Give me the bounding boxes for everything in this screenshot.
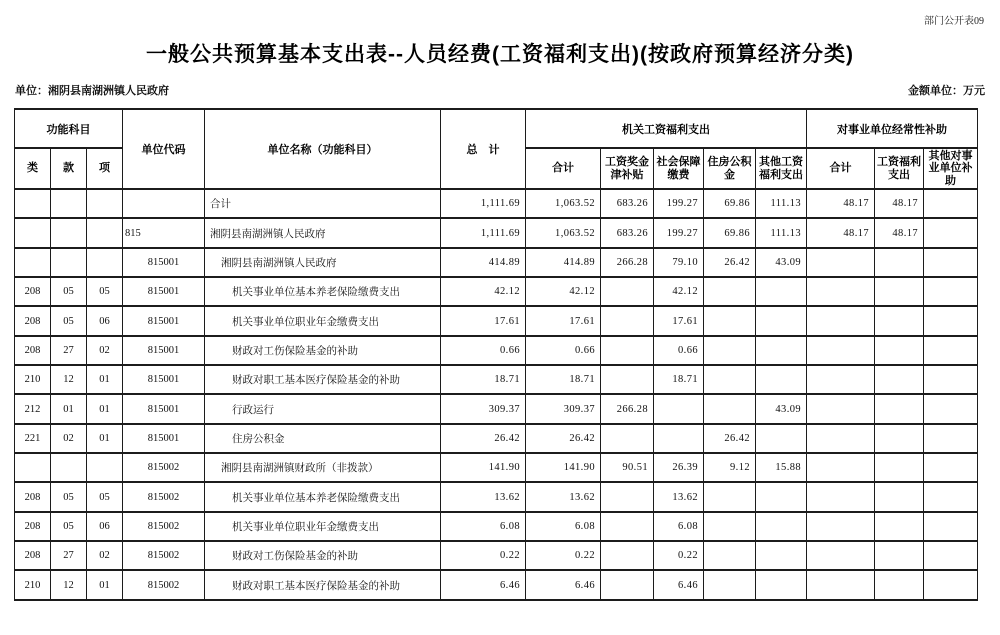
cell-class: 210: [15, 365, 51, 394]
cell-class: 210: [15, 570, 51, 599]
cell-item: 01: [87, 365, 123, 394]
header-section: 款: [51, 148, 87, 189]
header-wage-bonus-allowance: 工资奖金津补贴: [601, 148, 654, 189]
cell-wage-bonus-allowance: 266.28: [601, 394, 654, 423]
header-unit-code: 单位代码: [123, 109, 205, 189]
table-row: [15, 482, 978, 511]
cell-other-wage-welfare: 43.09: [756, 248, 807, 277]
cell-section: [51, 218, 87, 247]
cell-unit-code: 815001: [123, 424, 205, 453]
header-institution-subsidy-group: 对事业单位经常性补助: [807, 109, 978, 148]
cell-unit-name: 行政运行: [205, 394, 441, 423]
cell-item: 02: [87, 541, 123, 570]
cell-unit-code: 815001: [123, 248, 205, 277]
cell-wage-bonus-allowance: [601, 424, 654, 453]
header-functional-subject: 功能科目: [15, 109, 123, 148]
cell-org-subtotal: 1,063.52: [526, 189, 601, 218]
cell-grand-total: 17.61: [441, 306, 526, 335]
cell-inst-subtotal: [807, 248, 875, 277]
cell-section: 02: [51, 424, 87, 453]
cell-org-subtotal: 141.90: [526, 453, 601, 482]
sheet-number-label: 部门公开表09: [924, 16, 984, 27]
cell-unit-code: 815002: [123, 482, 205, 511]
cell-inst-subtotal: [807, 453, 875, 482]
cell-class: 208: [15, 306, 51, 335]
cell-item: [87, 453, 123, 482]
cell-inst-subtotal: [807, 365, 875, 394]
table-row: [15, 306, 978, 335]
cell-housing-fund: [704, 541, 756, 570]
cell-other-wage-welfare: [756, 512, 807, 541]
cell-item: 01: [87, 570, 123, 599]
cell-org-subtotal: 6.08: [526, 512, 601, 541]
cell-social-security: 6.46: [654, 570, 704, 599]
cell-wage-bonus-allowance: [601, 482, 654, 511]
cell-class: 208: [15, 277, 51, 306]
cell-unit-name: 机关事业单位职业年金缴费支出: [205, 306, 441, 335]
cell-inst-other-subsidy: [924, 512, 978, 541]
cell-item: 05: [87, 277, 123, 306]
cell-org-subtotal: 13.62: [526, 482, 601, 511]
cell-item: 01: [87, 394, 123, 423]
cell-class: [15, 189, 51, 218]
cell-other-wage-welfare: 111.13: [756, 218, 807, 247]
cell-unit-code: 815: [123, 218, 205, 247]
cell-org-subtotal: 18.71: [526, 365, 601, 394]
cell-unit-code: 815001: [123, 277, 205, 306]
cell-housing-fund: [704, 482, 756, 511]
unit-label: 单位：湘阴县南湖洲镇人民政府: [15, 85, 169, 97]
cell-other-wage-welfare: [756, 482, 807, 511]
cell-inst-other-subsidy: [924, 365, 978, 394]
cell-grand-total: 26.42: [441, 424, 526, 453]
cell-grand-total: 18.71: [441, 365, 526, 394]
cell-social-security: 18.71: [654, 365, 704, 394]
cell-social-security: 42.12: [654, 277, 704, 306]
cell-section: 27: [51, 541, 87, 570]
cell-social-security: [654, 424, 704, 453]
cell-inst-other-subsidy: [924, 394, 978, 423]
cell-org-subtotal: 1,063.52: [526, 218, 601, 247]
cell-item: [87, 248, 123, 277]
table-row: [15, 570, 978, 599]
cell-inst-subtotal: [807, 277, 875, 306]
cell-inst-subtotal: [807, 306, 875, 335]
header-row-groups: [15, 109, 978, 148]
cell-wage-bonus-allowance: 90.51: [601, 453, 654, 482]
cell-inst-other-subsidy: [924, 248, 978, 277]
cell-inst-wage-welfare: [875, 453, 924, 482]
cell-unit-name: 合计: [205, 189, 441, 218]
table-row: [15, 394, 978, 423]
header-inst-subtotal: 合计: [807, 148, 875, 189]
cell-class: 221: [15, 424, 51, 453]
cell-inst-other-subsidy: [924, 218, 978, 247]
cell-housing-fund: [704, 365, 756, 394]
cell-unit-name: 机关事业单位基本养老保险缴费支出: [205, 482, 441, 511]
cell-other-wage-welfare: [756, 424, 807, 453]
cell-section: 05: [51, 482, 87, 511]
cell-section: 12: [51, 365, 87, 394]
table-row: [15, 424, 978, 453]
cell-inst-wage-welfare: [875, 306, 924, 335]
cell-social-security: 0.66: [654, 336, 704, 365]
cell-inst-wage-welfare: [875, 277, 924, 306]
cell-unit-code: 815001: [123, 336, 205, 365]
cell-inst-wage-welfare: 48.17: [875, 189, 924, 218]
table-row: [15, 248, 978, 277]
cell-section: [51, 248, 87, 277]
cell-org-subtotal: 309.37: [526, 394, 601, 423]
cell-wage-bonus-allowance: [601, 541, 654, 570]
cell-org-subtotal: 0.22: [526, 541, 601, 570]
header-other-wage-welfare: 其他工资福利支出: [756, 148, 807, 189]
cell-inst-other-subsidy: [924, 570, 978, 599]
cell-grand-total: 42.12: [441, 277, 526, 306]
table-header: [15, 109, 978, 189]
cell-inst-subtotal: 48.17: [807, 218, 875, 247]
cell-unit-code: 815001: [123, 306, 205, 335]
table-body: [15, 189, 978, 600]
cell-unit-name: 财政对职工基本医疗保险基金的补助: [205, 365, 441, 394]
cell-item: 05: [87, 482, 123, 511]
cell-class: 208: [15, 336, 51, 365]
cell-other-wage-welfare: [756, 541, 807, 570]
cell-social-security: 0.22: [654, 541, 704, 570]
cell-other-wage-welfare: 15.88: [756, 453, 807, 482]
cell-social-security: [654, 394, 704, 423]
cell-inst-subtotal: [807, 394, 875, 423]
cell-housing-fund: 69.86: [704, 189, 756, 218]
cell-grand-total: 414.89: [441, 248, 526, 277]
cell-inst-wage-welfare: [875, 336, 924, 365]
cell-unit-name: 财政对职工基本医疗保险基金的补助: [205, 570, 441, 599]
cell-inst-other-subsidy: [924, 424, 978, 453]
cell-unit-name: 湘阴县南湖洲镇人民政府: [205, 248, 441, 277]
table-row: [15, 512, 978, 541]
cell-org-subtotal: 414.89: [526, 248, 601, 277]
cell-inst-wage-welfare: [875, 365, 924, 394]
cell-housing-fund: 69.86: [704, 218, 756, 247]
cell-inst-other-subsidy: [924, 277, 978, 306]
cell-other-wage-welfare: [756, 277, 807, 306]
cell-grand-total: 141.90: [441, 453, 526, 482]
cell-section: [51, 453, 87, 482]
cell-inst-subtotal: [807, 541, 875, 570]
cell-wage-bonus-allowance: [601, 336, 654, 365]
cell-inst-subtotal: [807, 424, 875, 453]
cell-inst-wage-welfare: [875, 248, 924, 277]
cell-class: [15, 248, 51, 277]
cell-inst-other-subsidy: [924, 189, 978, 218]
header-social-security: 社会保障缴费: [654, 148, 704, 189]
cell-inst-subtotal: [807, 336, 875, 365]
cell-unit-name: 湘阴县南湖洲镇财政所（非拨款）: [205, 453, 441, 482]
cell-unit-name: 机关事业单位职业年金缴费支出: [205, 512, 441, 541]
cell-item: 01: [87, 424, 123, 453]
header-class: 类: [15, 148, 51, 189]
cell-wage-bonus-allowance: 683.26: [601, 189, 654, 218]
cell-class: [15, 218, 51, 247]
cell-org-subtotal: 26.42: [526, 424, 601, 453]
cell-grand-total: 6.46: [441, 570, 526, 599]
cell-inst-other-subsidy: [924, 453, 978, 482]
table-row: [15, 218, 978, 247]
cell-section: 05: [51, 306, 87, 335]
budget-table: [14, 108, 978, 601]
cell-item: [87, 218, 123, 247]
cell-housing-fund: 26.42: [704, 248, 756, 277]
cell-grand-total: 6.08: [441, 512, 526, 541]
cell-section: 12: [51, 570, 87, 599]
header-item: 项: [87, 148, 123, 189]
cell-social-security: 6.08: [654, 512, 704, 541]
cell-org-subtotal: 0.66: [526, 336, 601, 365]
page-title: 一般公共预算基本支出表--人员经费(工资福利支出)(按政府预算经济分类): [146, 43, 854, 66]
cell-inst-other-subsidy: [924, 336, 978, 365]
table-row: [15, 453, 978, 482]
cell-inst-wage-welfare: [875, 541, 924, 570]
cell-org-subtotal: 42.12: [526, 277, 601, 306]
cell-inst-subtotal: [807, 570, 875, 599]
table-row: [15, 336, 978, 365]
cell-grand-total: 309.37: [441, 394, 526, 423]
cell-housing-fund: [704, 336, 756, 365]
cell-other-wage-welfare: [756, 365, 807, 394]
cell-unit-code: 815002: [123, 453, 205, 482]
cell-class: 212: [15, 394, 51, 423]
header-org-subtotal: 合计: [526, 148, 601, 189]
cell-class: [15, 453, 51, 482]
cell-unit-name: 财政对工伤保险基金的补助: [205, 336, 441, 365]
cell-social-security: 199.27: [654, 189, 704, 218]
table-row: [15, 277, 978, 306]
cell-inst-subtotal: [807, 482, 875, 511]
cell-class: 208: [15, 512, 51, 541]
cell-unit-code: 815002: [123, 512, 205, 541]
cell-inst-other-subsidy: [924, 482, 978, 511]
cell-housing-fund: [704, 394, 756, 423]
cell-inst-other-subsidy: [924, 306, 978, 335]
cell-inst-wage-welfare: [875, 394, 924, 423]
cell-wage-bonus-allowance: [601, 512, 654, 541]
cell-inst-wage-welfare: [875, 512, 924, 541]
table-row: [15, 189, 978, 218]
cell-item: 06: [87, 306, 123, 335]
cell-unit-name: 住房公积金: [205, 424, 441, 453]
cell-wage-bonus-allowance: [601, 277, 654, 306]
cell-section: 05: [51, 512, 87, 541]
cell-class: 208: [15, 482, 51, 511]
cell-grand-total: 1,111.69: [441, 218, 526, 247]
cell-inst-wage-welfare: [875, 570, 924, 599]
cell-housing-fund: [704, 570, 756, 599]
cell-social-security: 26.39: [654, 453, 704, 482]
cell-other-wage-welfare: [756, 570, 807, 599]
header-inst-other-subsidy: 其他对事业单位补助: [924, 148, 978, 189]
header-unit-name: 单位名称（功能科目）: [205, 109, 441, 189]
cell-wage-bonus-allowance: [601, 365, 654, 394]
cell-inst-subtotal: [807, 512, 875, 541]
cell-unit-name: 机关事业单位基本养老保险缴费支出: [205, 277, 441, 306]
cell-wage-bonus-allowance: [601, 306, 654, 335]
cell-wage-bonus-allowance: 683.26: [601, 218, 654, 247]
cell-inst-wage-welfare: [875, 482, 924, 511]
cell-class: 208: [15, 541, 51, 570]
cell-inst-wage-welfare: [875, 424, 924, 453]
cell-unit-name: 财政对工伤保险基金的补助: [205, 541, 441, 570]
cell-housing-fund: [704, 306, 756, 335]
cell-section: 01: [51, 394, 87, 423]
cell-org-subtotal: 6.46: [526, 570, 601, 599]
table-row: [15, 365, 978, 394]
cell-housing-fund: [704, 512, 756, 541]
cell-grand-total: 13.62: [441, 482, 526, 511]
cell-section: [51, 189, 87, 218]
header-housing-fund: 住房公积金: [704, 148, 756, 189]
cell-item: 06: [87, 512, 123, 541]
cell-other-wage-welfare: 43.09: [756, 394, 807, 423]
cell-other-wage-welfare: 111.13: [756, 189, 807, 218]
cell-unit-code: [123, 189, 205, 218]
cell-grand-total: 0.66: [441, 336, 526, 365]
cell-grand-total: 0.22: [441, 541, 526, 570]
cell-social-security: 79.10: [654, 248, 704, 277]
cell-other-wage-welfare: [756, 336, 807, 365]
cell-section: 05: [51, 277, 87, 306]
cell-org-subtotal: 17.61: [526, 306, 601, 335]
cell-unit-code: 815002: [123, 541, 205, 570]
cell-social-security: 17.61: [654, 306, 704, 335]
cell-unit-code: 815001: [123, 394, 205, 423]
cell-item: 02: [87, 336, 123, 365]
cell-wage-bonus-allowance: [601, 570, 654, 599]
cell-inst-subtotal: 48.17: [807, 189, 875, 218]
header-inst-wage-welfare: 工资福利支出: [875, 148, 924, 189]
cell-other-wage-welfare: [756, 306, 807, 335]
meta-row: [15, 82, 985, 98]
cell-social-security: 13.62: [654, 482, 704, 511]
cell-housing-fund: 9.12: [704, 453, 756, 482]
amount-unit-label: 金额单位：万元: [908, 85, 985, 97]
cell-unit-name: 湘阴县南湖洲镇人民政府: [205, 218, 441, 247]
cell-housing-fund: 26.42: [704, 424, 756, 453]
table-row: [15, 541, 978, 570]
cell-inst-other-subsidy: [924, 541, 978, 570]
cell-housing-fund: [704, 277, 756, 306]
cell-item: [87, 189, 123, 218]
header-org-wage-welfare-group: 机关工资福利支出: [526, 109, 807, 148]
cell-unit-code: 815002: [123, 570, 205, 599]
cell-inst-wage-welfare: 48.17: [875, 218, 924, 247]
cell-wage-bonus-allowance: 266.28: [601, 248, 654, 277]
cell-section: 27: [51, 336, 87, 365]
cell-unit-code: 815001: [123, 365, 205, 394]
cell-grand-total: 1,111.69: [441, 189, 526, 218]
cell-social-security: 199.27: [654, 218, 704, 247]
header-grand-total: 总 计: [441, 109, 526, 189]
